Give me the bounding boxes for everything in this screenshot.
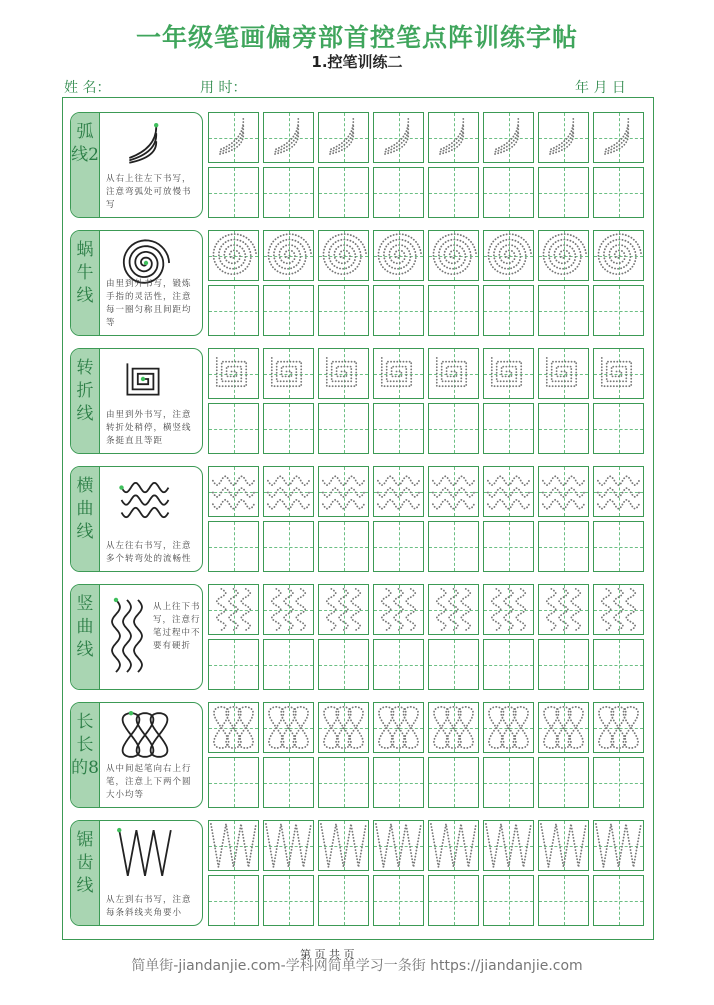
trace-cell [263,348,314,399]
exercise-name: 竖曲线 [76,594,94,660]
practice-cell [208,757,259,808]
grid-guide-vertical [564,522,565,571]
exercise-name: 蜗牛线 [76,240,94,306]
grid-guide-vertical [344,758,345,807]
grid-guide-vertical [454,404,455,453]
practice-cell [593,403,644,454]
trace-cell [593,112,644,163]
practice-cell [208,875,259,926]
practice-cell [428,521,479,572]
practice-cell [538,521,589,572]
exercise-instruction: 从上往下书写，注意行笔过程中不要有硬折 [153,602,201,651]
grid-guide-vertical [234,168,235,217]
practice-cell [208,521,259,572]
practice-cell [428,639,479,690]
trace-cell [263,820,314,871]
grid-guide-vertical [234,404,235,453]
practice-cell [593,167,644,218]
practice-cell [593,521,644,572]
exercise-instruction: 由里到外书写，注意转折处稍停，横竖线条挺直且等距 [106,410,192,446]
date-label: 年 月 日 [575,80,626,96]
grid-guide-vertical [564,404,565,453]
trace-cell [318,702,369,753]
trace-cell [593,230,644,281]
exercise-instruction: 从左到右书写，注意每条斜线夹角要小 [106,895,192,918]
practice-cell [373,875,424,926]
practice-cell [318,285,369,336]
practice-cell [593,757,644,808]
trace-cell [373,702,424,753]
trace-cell [593,702,644,753]
exercise-instruction: 从左往右书写，注意多个转弯处的流畅性 [106,541,192,564]
grid-guide-vertical [289,286,290,335]
practice-cell [538,757,589,808]
grid-guide-vertical [619,758,620,807]
grid-guide-vertical [289,640,290,689]
grid-guide-vertical [344,640,345,689]
grid-guide-vertical [234,522,235,571]
grid-guide-vertical [509,876,510,925]
practice-cell [373,167,424,218]
trace-cell [483,820,534,871]
grid-guide-vertical [564,286,565,335]
practice-cell [208,639,259,690]
trace-cell [428,112,479,163]
practice-cell [373,757,424,808]
practice-cell [208,167,259,218]
grid-guide-vertical [509,640,510,689]
practice-cell [428,757,479,808]
grid-guide-vertical [619,522,620,571]
trace-cell [318,820,369,871]
grid-guide-vertical [454,758,455,807]
trace-cell [263,112,314,163]
grid-guide-vertical [399,640,400,689]
trace-cell [428,584,479,635]
trace-cell [538,230,589,281]
practice-cell [208,285,259,336]
trace-cell [428,466,479,517]
exercise-card [70,230,203,336]
practice-cell [483,167,534,218]
grid-guide-vertical [234,758,235,807]
trace-cell [208,584,259,635]
trace-cell [538,112,589,163]
trace-cell [318,584,369,635]
trace-cell [428,230,479,281]
practice-cell [373,403,424,454]
grid-guide-vertical [509,522,510,571]
name-label: 姓 名： [64,80,111,96]
grid-guide-vertical [509,758,510,807]
trace-cell [483,348,534,399]
trace-cell [538,584,589,635]
stroke-illustration [117,709,173,765]
practice-cell [483,403,534,454]
trace-cell [373,230,424,281]
practice-cell [373,639,424,690]
grid-guide-vertical [399,404,400,453]
practice-cell [263,285,314,336]
trace-cell [263,584,314,635]
practice-cell [593,875,644,926]
trace-cell [483,584,534,635]
practice-cell [263,639,314,690]
trace-cell [373,348,424,399]
practice-cell [483,875,534,926]
practice-cell [318,757,369,808]
exercise-card [70,112,203,218]
practice-cell [483,521,534,572]
time-label: 用 时： [200,80,247,96]
trace-cell [483,702,534,753]
grid-guide-vertical [564,758,565,807]
trace-cell [593,584,644,635]
site-footer: 简单街-jiandanjie.com-学科网简单学习一条街 https://jiandanjie.com [131,958,583,974]
practice-cell [263,875,314,926]
grid-guide-vertical [399,758,400,807]
practice-cell [428,875,479,926]
grid-guide-vertical [454,168,455,217]
grid-guide-vertical [344,876,345,925]
practice-cell [428,285,479,336]
grid-guide-vertical [344,286,345,335]
exercise-name: 转折线 [76,358,94,424]
trace-cell [483,466,534,517]
trace-cell [373,112,424,163]
practice-cell [318,403,369,454]
practice-cell [538,285,589,336]
trace-cell [538,466,589,517]
trace-cell [428,702,479,753]
grid-guide-vertical [509,168,510,217]
practice-cell [428,167,479,218]
practice-cell [318,167,369,218]
practice-cell [373,285,424,336]
practice-cell [483,757,534,808]
trace-cell [263,702,314,753]
trace-cell [208,230,259,281]
trace-cell [318,348,369,399]
grid-guide-vertical [619,286,620,335]
grid-guide-vertical [289,404,290,453]
grid-guide-vertical [399,168,400,217]
trace-cell [483,112,534,163]
exercise-name: 横曲线 [76,476,94,542]
practice-cell [373,521,424,572]
practice-cell [593,285,644,336]
page-number: 第 页 共 页 [300,948,355,961]
grid-guide-vertical [399,286,400,335]
trace-cell [593,466,644,517]
grid-guide-vertical [454,640,455,689]
grid-guide-vertical [619,168,620,217]
stroke-illustration [117,473,173,529]
practice-cell [263,167,314,218]
stroke-illustration [105,593,149,683]
trace-cell [538,820,589,871]
grid-guide-vertical [564,876,565,925]
trace-cell [593,348,644,399]
practice-cell [538,167,589,218]
grid-guide-vertical [454,522,455,571]
practice-cell [263,757,314,808]
trace-cell [263,230,314,281]
trace-cell [208,702,259,753]
practice-cell [263,403,314,454]
trace-cell [318,230,369,281]
exercise-instruction: 由里到外书写，锻炼手指的灵活性，注意每一圈匀称且间距均等 [106,279,192,328]
grid-guide-vertical [564,168,565,217]
trace-cell [483,230,534,281]
trace-cell [318,112,369,163]
grid-guide-vertical [344,168,345,217]
exercise-instruction: 从右上往左下书写，注意弯弧处可放慢书写 [106,174,192,210]
grid-guide-vertical [399,522,400,571]
trace-cell [373,584,424,635]
grid-guide-vertical [344,522,345,571]
exercise-name: 弧线2 [71,122,99,165]
trace-cell [428,820,479,871]
exercise-card [70,348,203,454]
practice-cell [483,639,534,690]
grid-guide-vertical [509,286,510,335]
exercise-card [70,466,203,572]
stroke-illustration [117,827,173,883]
practice-cell [318,521,369,572]
practice-cell [318,639,369,690]
trace-cell [208,820,259,871]
stroke-illustration [117,119,173,175]
grid-guide-vertical [234,640,235,689]
grid-guide-vertical [619,876,620,925]
grid-guide-vertical [289,758,290,807]
practice-cell [318,875,369,926]
exercise-card [70,702,203,808]
grid-guide-vertical [454,876,455,925]
trace-cell [538,348,589,399]
grid-guide-vertical [289,876,290,925]
practice-cell [593,639,644,690]
grid-guide-vertical [344,404,345,453]
practice-cell [263,521,314,572]
practice-cell [538,875,589,926]
grid-guide-vertical [289,168,290,217]
grid-guide-vertical [234,286,235,335]
trace-cell [373,820,424,871]
page-subtitle: 1.控笔训练二 [311,53,403,71]
practice-cell [208,403,259,454]
trace-cell [428,348,479,399]
trace-cell [263,466,314,517]
grid-guide-vertical [619,640,620,689]
exercise-name: 锯齿线 [76,830,94,896]
practice-cell [538,403,589,454]
grid-guide-vertical [289,522,290,571]
grid-guide-vertical [564,640,565,689]
grid-guide-vertical [399,876,400,925]
grid-guide-vertical [509,404,510,453]
trace-cell [593,820,644,871]
grid-guide-vertical [454,286,455,335]
trace-cell [208,112,259,163]
exercise-card [70,820,203,926]
page-title: 一年级笔画偏旁部首控笔点阵训练字帖 [135,23,578,52]
trace-cell [318,466,369,517]
practice-cell [428,403,479,454]
exercise-card [70,584,203,690]
trace-cell [373,466,424,517]
stroke-illustration [117,355,173,411]
exercise-name: 长长的8 [71,712,99,778]
trace-cell [208,348,259,399]
trace-cell [208,466,259,517]
grid-guide-vertical [234,876,235,925]
practice-cell [538,639,589,690]
grid-guide-vertical [619,404,620,453]
trace-cell [538,702,589,753]
exercise-instruction: 从中间起笔向右上行笔，注意上下两个圆大小均等 [106,764,192,800]
practice-cell [483,285,534,336]
